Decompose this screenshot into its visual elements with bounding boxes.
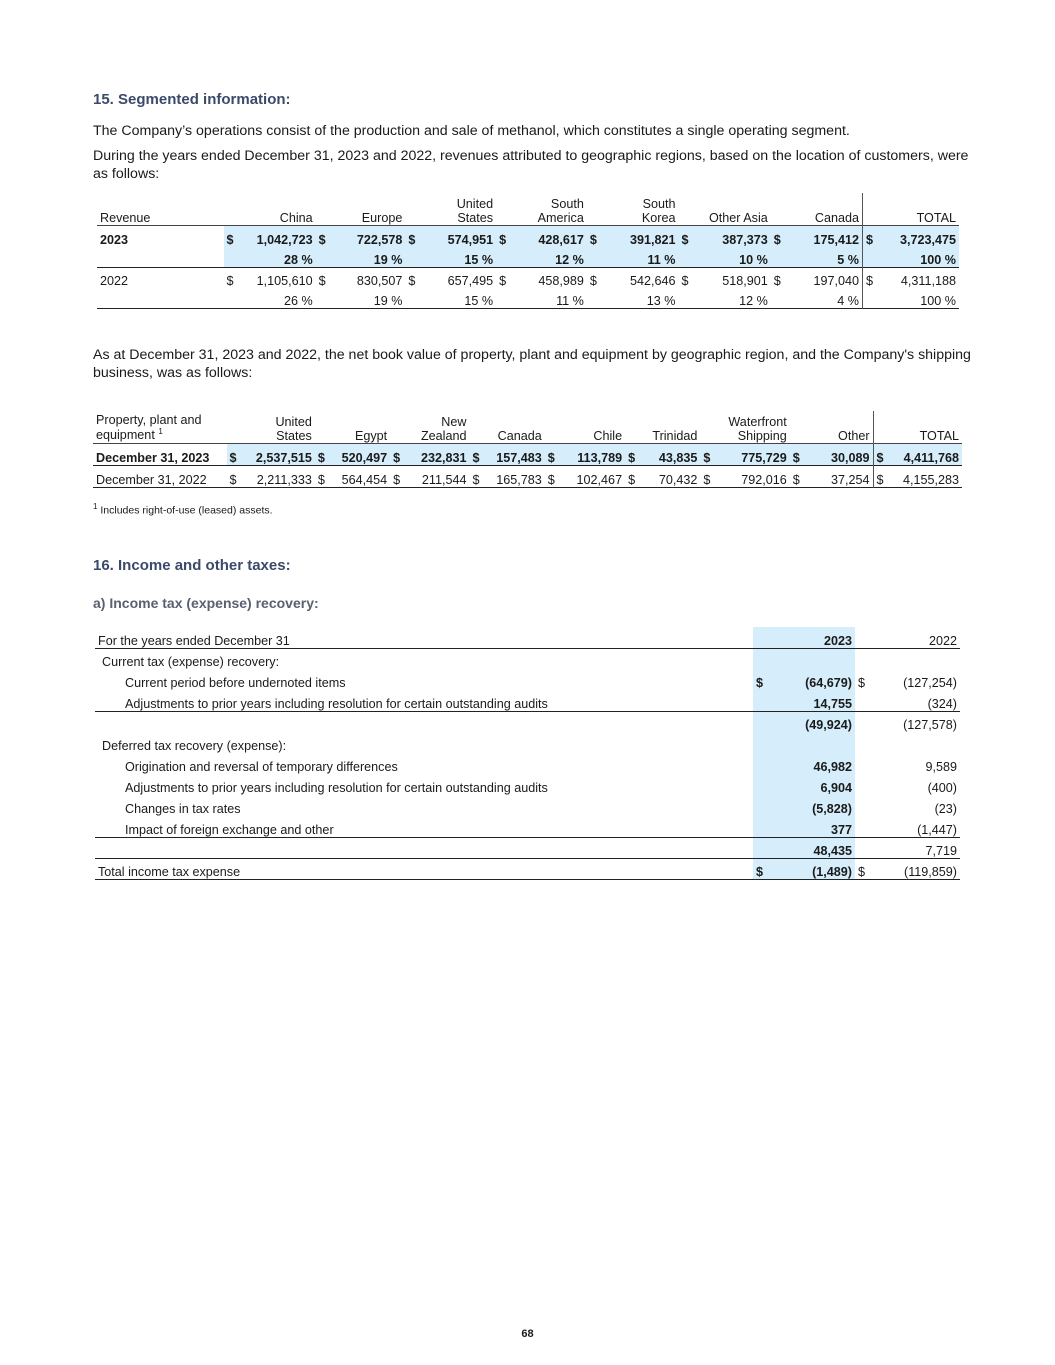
value-united-states: 574,951 [418,225,496,247]
header-europe: Europe [361,210,403,225]
pct-other-asia: 10 % [692,247,771,267]
value-other: 37,254 [831,472,870,487]
value-other-asia: 518,901 [722,274,768,288]
value-waterfront-shipping: 775,729 [713,443,789,465]
value-waterfront-shipping: 792,016 [741,472,787,487]
value-chile: 102,467 [576,472,623,487]
ppe-row-2022: December 31, 2022 $ 2,211,333 $ 564,454 $ 211,544 $ 165,783 $ 102,467 $ 70,432 $ 792,016 $ 37,254 $ 4,155,283 [93,465,962,487]
header-chile: Chile [593,428,623,443]
value-2022: (400) [927,781,957,795]
pct-united-states: 15 % [464,293,494,308]
revenue-table [97,193,959,309]
pct-china: 28 % [237,247,316,267]
header-china: China [279,210,313,225]
value-canada: 157,483 [483,443,545,465]
deferred-subtotal-row [95,837,960,858]
value-canada: 165,783 [496,472,542,487]
revenue-header-row [97,193,959,225]
value-2022: 7,719 [925,843,957,858]
header-period-label: For the years ended December 31 [98,633,290,648]
value-total: 4,155,283 [902,472,959,487]
tax-row [95,816,960,837]
value-2022: (127,254) [903,676,957,690]
header-2023: 2023 [769,627,855,648]
tax-row [95,774,960,795]
pct-other-asia: 12 % [739,293,768,308]
ppe-table [93,411,962,488]
value-china: 1,042,723 [237,225,316,247]
row-label: Adjustments to prior years including resolution for certain outstanding audits [125,781,548,795]
pct-total: 100 % [876,247,959,267]
value-2023: (5,828) [769,795,855,816]
section-15-heading: 15. Segmented information: [93,91,291,108]
current-subtotal-row [95,711,960,732]
pct-china: 26 % [283,293,313,308]
revenue-row-2023: 2023 $ 1,042,723 $ 722,578 $ 574,951 $ 428,617 $ 391,821 $ 387,373 $ 175,412 $ 3,723,475 [97,225,959,247]
value-canada: 175,412 [784,225,863,247]
value-2023: (49,924) [769,711,855,732]
value-2023: (64,679) [769,669,855,690]
section-16a-subheading: a) Income tax (expense) recovery: [93,595,319,611]
value-new-zealand: 211,544 [421,472,467,487]
header-ppe: Property, plant and equipment $^1$ [96,413,202,443]
value-other-asia: 387,373 [692,225,771,247]
value-2023: 48,435 [769,837,855,858]
pct-south-america: 12 % [509,247,587,267]
value-2022: 9,589 [925,760,957,774]
value-united-states: 2,537,515 [240,443,315,465]
pct-canada: 4 % [837,293,859,308]
header-other-asia: Other Asia [708,210,768,225]
value-2022: (127,578) [903,718,957,732]
row-label: Adjustments to prior years including resolution for certain outstanding audits [125,696,548,711]
value-other: 30,089 [803,443,873,465]
header-new-zealand: New Zealand [420,414,467,443]
header-total: TOTAL [919,428,959,443]
header-egypt: Egypt [354,428,388,443]
value-2023: 377 [769,816,855,837]
value-2023: 6,904 [769,774,855,795]
value-united-states: 657,495 [447,274,494,288]
value-2023: 14,755 [769,690,855,711]
value-total: 3,723,475 [876,225,959,247]
value-south-korea: 391,821 [600,225,679,247]
section-15-paragraph-2: During the years ended December 31, 2023 and 2022, revenues attributed to geographic regions, based on the location of customers, were as follows: [93,148,969,182]
value-canada: 197,040 [813,274,859,288]
current-tax-label: Current tax (expense) recovery: [102,655,280,669]
ppe-footnote: $^1$ Includes right-of-use (leased) assets. [93,502,273,517]
value-2022: (119,859) [904,864,957,879]
revenue-row-2022: 2022 $ 1,105,610 $ 830,507 $ 657,495 $ 458,989 $ 542,646 $ 518,901 $ 197,040 $ 4,311,188 [97,267,959,288]
pct-europe: 19 % [373,293,403,308]
tax-row [95,795,960,816]
header-canada: Canada [497,428,542,443]
pct-canada: 5 % [784,247,863,267]
current-tax-label-row [95,648,960,669]
row-label: Total income tax expense [98,864,241,879]
tax-row [95,690,960,711]
ppe-header-row [93,411,962,443]
value-south-korea: 542,646 [629,274,676,288]
revenue-pct-row-2023 [97,247,959,267]
row-label: Impact of foreign exchange and other [125,822,334,837]
section-16-heading: 16. Income and other taxes: [93,557,291,574]
row-label: December 31, 2022 [96,472,207,487]
value-europe: 830,507 [356,274,403,288]
value-europe: 722,578 [329,225,406,247]
section-15-paragraph-3: As at December 31, 2023 and 2022, the net book value of property, plant and equipment by geographic region, and the Company's shipping business, was as follows: [93,347,971,381]
header-waterfront-shipping: Waterfront Shipping [728,414,787,443]
total-income-tax-row: Total income tax expense $ (1,489) $ (119,859) [95,858,960,879]
header-revenue: Revenue [100,210,151,225]
ppe-row-2023: December 31, 2023 $ 2,537,515 $ 520,497 $ 232,831 $ 157,483 $ 113,789 $ 43,835 $ 775,729 $ 30,089 $ 4,411,768 [93,443,962,465]
value-2023: 46,982 [769,753,855,774]
value-2022: (324) [927,696,957,711]
header-canada: Canada [814,210,859,225]
header-other: Other [838,428,870,443]
value-china: 1,105,610 [256,274,313,288]
value-trinidad: 43,835 [638,443,700,465]
header-united-states: United States [456,196,494,225]
value-2022: (1,447) [917,822,957,837]
header-united-states: United States [275,414,312,443]
header-south-korea: South Korea [641,196,676,225]
pct-south-korea: 11 % [600,247,679,267]
value-south-america: 428,617 [509,225,587,247]
value-2023: (1,489) [769,858,855,879]
value-egypt: 564,454 [341,472,388,487]
tax-row [95,753,960,774]
value-egypt: 520,497 [328,443,390,465]
page-number: 68 [521,1328,534,1340]
pct-europe: 19 % [329,247,406,267]
pct-united-states: 15 % [418,247,496,267]
value-new-zealand: 232,831 [403,443,469,465]
row-label: Origination and reversal of temporary differences [125,760,398,774]
header-2022: 2022 [928,633,957,648]
value-total: 4,411,768 [887,443,962,465]
value-chile: 113,789 [558,443,625,465]
header-total: TOTAL [916,210,956,225]
tax-header-row [95,627,960,648]
pct-south-america: 11 % [556,293,584,308]
row-label: Changes in tax rates [125,802,241,816]
section-15-paragraph-1: The Company’s operations consist of the production and sale of methanol, which constitutes a single operating segment. [93,123,850,139]
header-trinidad: Trinidad [652,428,698,443]
deferred-tax-label: Deferred tax recovery (expense): [102,739,287,753]
income-tax-table [95,627,960,880]
tax-row: Current period before undernoted items $ (64,679) $ (127,254) [95,669,960,690]
header-south-america: South America [537,196,584,225]
row-label: 2022 [100,274,129,288]
pct-south-korea: 13 % [646,293,676,308]
value-south-america: 458,989 [538,274,584,288]
row-label: 2023 [100,233,129,247]
revenue-pct-row-2022 [97,288,959,308]
value-trinidad: 70,432 [658,472,698,487]
value-2022: (23) [934,802,957,816]
row-label: December 31, 2023 [96,450,210,465]
row-label: Current period before undernoted items [125,676,346,690]
pct-total: 100 % [920,293,956,308]
value-united-states: 2,211,333 [256,472,312,487]
value-total: 4,311,188 [900,274,956,288]
deferred-tax-label-row [95,732,960,753]
